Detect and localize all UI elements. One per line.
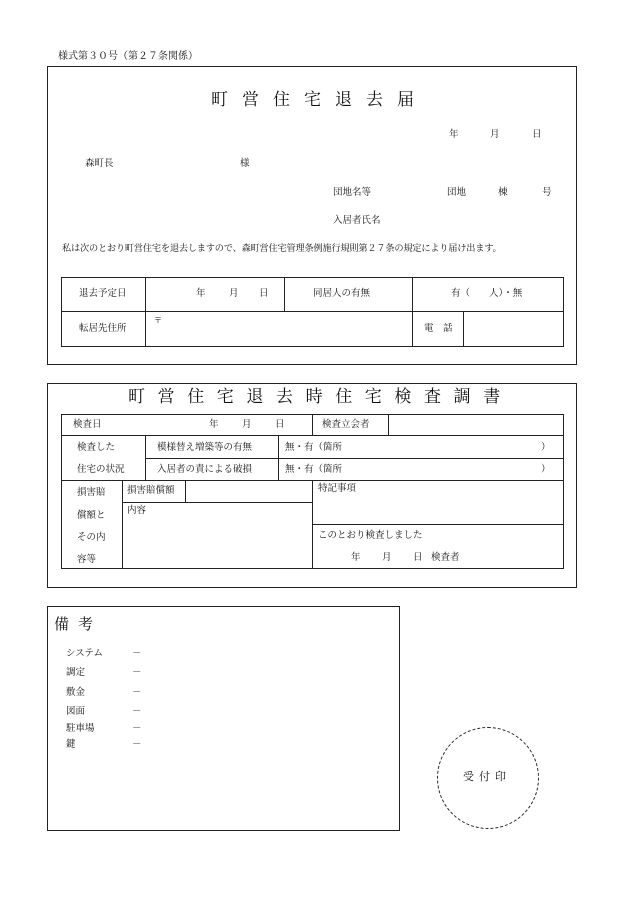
remarks-item-label: 調定 — [66, 667, 86, 678]
date-month-label: 月 — [490, 129, 500, 140]
estate-label: 団地 — [447, 187, 467, 198]
date-year-label: 年 — [449, 129, 459, 140]
remarks-item-value: － — [132, 706, 142, 717]
new-address-label: 転居先住所 — [79, 323, 127, 334]
inspection-month-label: 月 — [242, 419, 252, 430]
move-out-day-label: 日 — [259, 288, 269, 299]
damage-presence-value: 無・有（箇所 — [285, 464, 343, 475]
phone-label: 電 話 — [424, 323, 453, 334]
status-label-line1: 検査した — [77, 442, 116, 453]
building-label: 棟 — [498, 187, 508, 198]
remarks-item-label: 図面 — [66, 706, 86, 717]
remarks-item-value: － — [132, 667, 142, 678]
resident-name-label: 入居者氏名 — [333, 215, 381, 226]
witness-label: 検査立会者 — [322, 419, 370, 430]
remarks-title: 備考 — [54, 615, 103, 633]
remodel-presence-value: 無・有（箇所 — [285, 442, 343, 453]
reception-stamp-label: 受付印 — [463, 770, 511, 783]
remarks-item-value: － — [132, 739, 142, 750]
remarks-item-label: 鍵 — [66, 739, 76, 750]
inspection-date-label: 検査日 — [73, 419, 102, 430]
damage-paren-close: ） — [541, 464, 551, 475]
remarks-item-value: － — [132, 687, 142, 698]
addressee: 森町長 — [85, 158, 114, 169]
confirm-day-label: 日 — [413, 552, 423, 563]
inspection-day-label: 日 — [275, 419, 285, 430]
status-label-line2: 住宅の状況 — [77, 464, 125, 475]
postal-mark: 〒 — [154, 316, 162, 325]
remarks-item-value: － — [132, 723, 142, 734]
date-day-label: 日 — [532, 129, 542, 140]
damage-label: 入居者の責による破損 — [157, 464, 253, 475]
special-notes-label: 特記事項 — [318, 483, 357, 494]
honorific: 様 — [240, 158, 250, 169]
comp-label-line2: 償額と — [77, 510, 106, 521]
contents-label: 内容 — [127, 505, 147, 516]
move-out-date-label: 退去予定日 — [79, 288, 127, 299]
remodel-paren-close: ） — [541, 442, 551, 453]
notice-statement: 私は次のとおり町営住宅を退去しますので、森町営住宅管理条例施行規則第２７条の規定により届け出ます。 — [62, 243, 502, 254]
inspection-title: 町営住宅退去時住宅検査調書 — [128, 387, 513, 407]
move-out-year-label: 年 — [196, 288, 206, 299]
remarks-item-label: 駐車場 — [66, 723, 95, 734]
confirm-year-label: 年 — [351, 552, 361, 563]
cohabitants-label: 同居人の有無 — [313, 288, 371, 299]
form-number: 様式第３０号（第２７条関係） — [58, 51, 198, 62]
confirm-month-label: 月 — [382, 552, 392, 563]
comp-label-line4: 容等 — [77, 554, 97, 565]
remarks-item-label: システム — [66, 648, 104, 659]
move-out-month-label: 月 — [229, 288, 239, 299]
estate-name-label: 団地名等 — [333, 187, 372, 198]
inspection-year-label: 年 — [209, 419, 219, 430]
inspector-label: 検査者 — [431, 552, 460, 563]
inspection-confirmation: このとおり検査しました — [318, 530, 423, 541]
comp-label-line3: その内 — [77, 532, 106, 543]
notice-title: 町営住宅退去届 — [211, 90, 428, 110]
unit-label: 号 — [542, 187, 552, 198]
cohabitants-value: 有（ 人）・無 — [451, 288, 523, 299]
comp-amount-label: 損害賠償額 — [127, 485, 175, 496]
comp-label-line1: 損害賠 — [77, 487, 106, 498]
remarks-section — [47, 606, 400, 831]
remarks-item-label: 敷金 — [66, 687, 86, 698]
remodel-label: 模様替え増築等の有無 — [157, 442, 253, 453]
remarks-item-value: － — [132, 648, 142, 659]
